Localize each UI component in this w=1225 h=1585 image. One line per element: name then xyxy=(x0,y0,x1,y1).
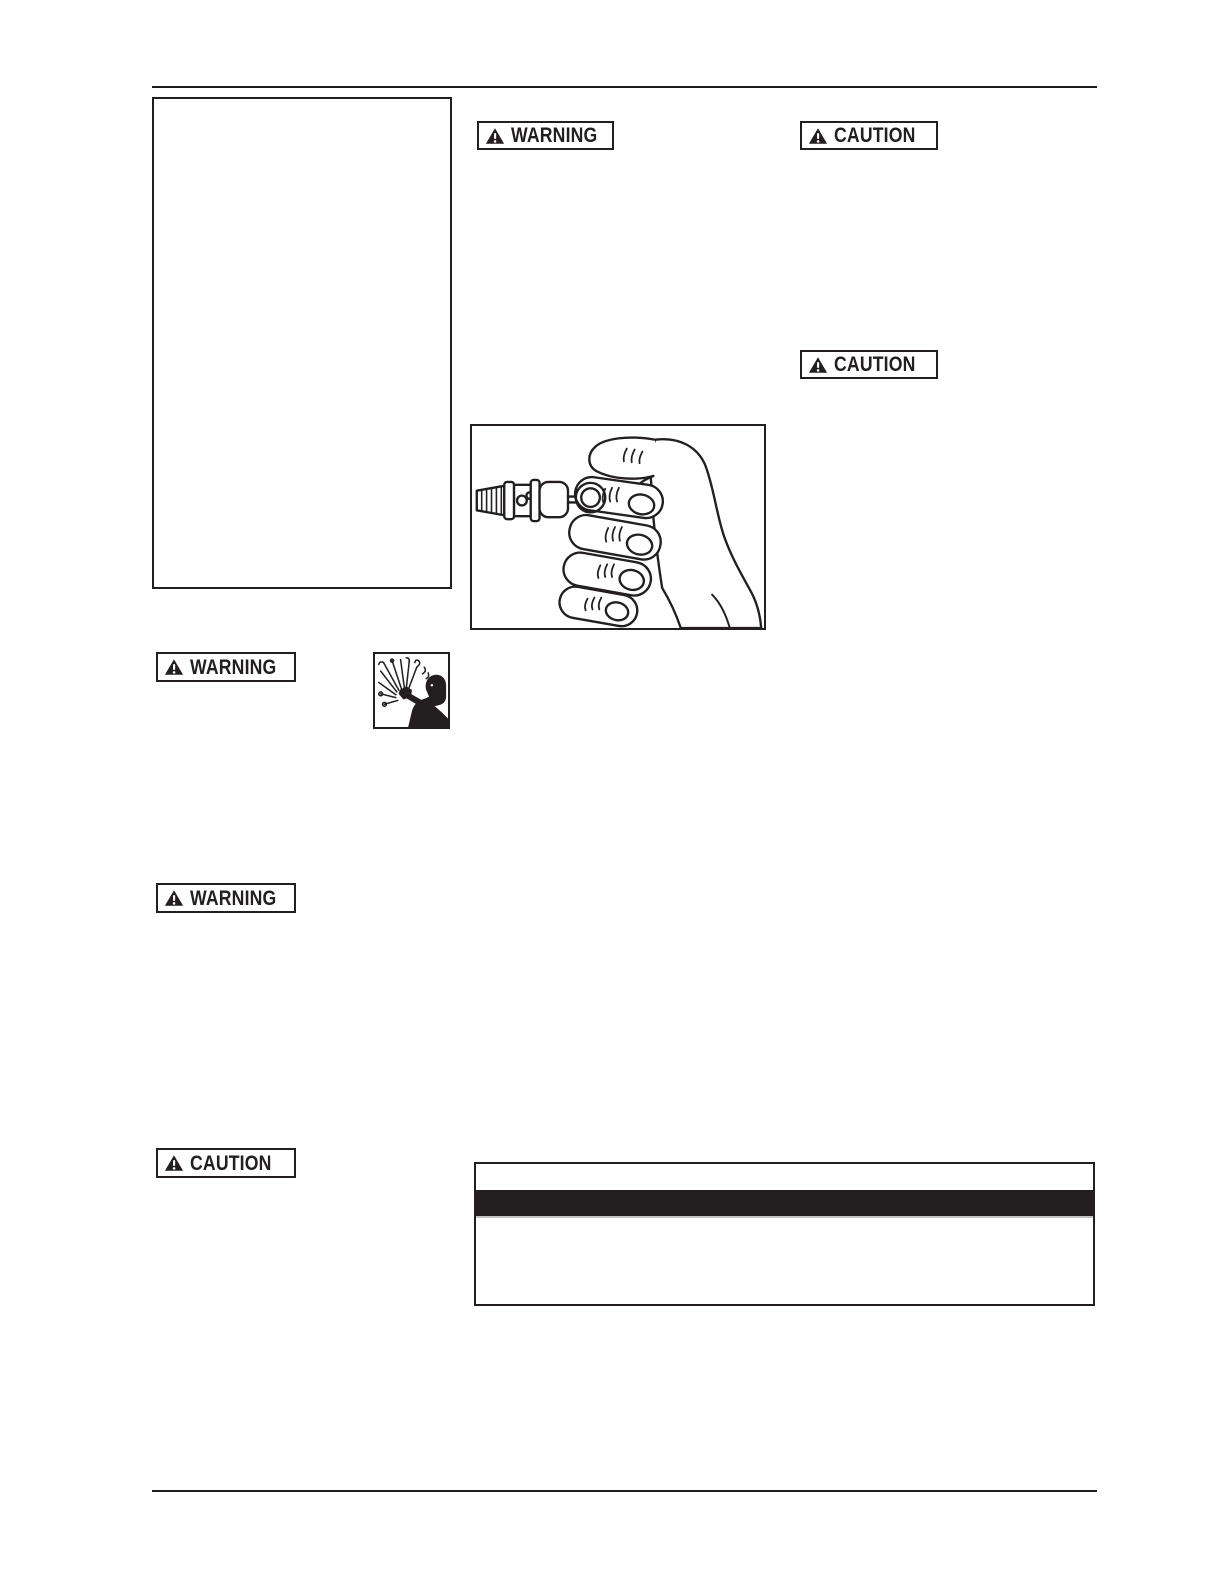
caution-badge xyxy=(800,121,938,150)
data-table xyxy=(474,1162,1095,1306)
table-body xyxy=(476,1218,1093,1304)
safety-alert-icon xyxy=(164,658,184,676)
top-horizontal-rule xyxy=(152,86,1097,88)
warning-badge xyxy=(156,652,296,682)
safety-alert-icon xyxy=(164,1154,184,1172)
burst-hazard-figure xyxy=(373,652,450,729)
warning-badge-label: WARNING xyxy=(190,655,277,679)
hand-pulling-safety-valve-ring-illustration xyxy=(472,426,764,628)
safety-alert-icon xyxy=(164,889,184,907)
table-header-row xyxy=(476,1164,1093,1190)
exploding-debris-person-icon xyxy=(375,654,448,727)
warning-badge xyxy=(156,883,296,913)
bottom-horizontal-rule xyxy=(152,1490,1097,1492)
warning-badge xyxy=(477,121,614,150)
safety-alert-icon xyxy=(808,356,828,374)
warning-badge-label: WARNING xyxy=(190,886,277,910)
caution-badge xyxy=(156,1148,296,1178)
safety-alert-icon xyxy=(808,127,828,145)
caution-badge xyxy=(800,350,938,379)
table-divider-bar xyxy=(476,1190,1093,1216)
caution-badge-label: CAUTION xyxy=(190,1151,272,1175)
caution-badge-label: CAUTION xyxy=(834,353,916,376)
warning-badge-label: WARNING xyxy=(511,124,598,147)
safety-alert-icon xyxy=(485,127,505,145)
safety-valve-figure xyxy=(470,424,766,630)
caution-badge-label: CAUTION xyxy=(834,124,916,147)
empty-notice-panel xyxy=(152,97,452,589)
